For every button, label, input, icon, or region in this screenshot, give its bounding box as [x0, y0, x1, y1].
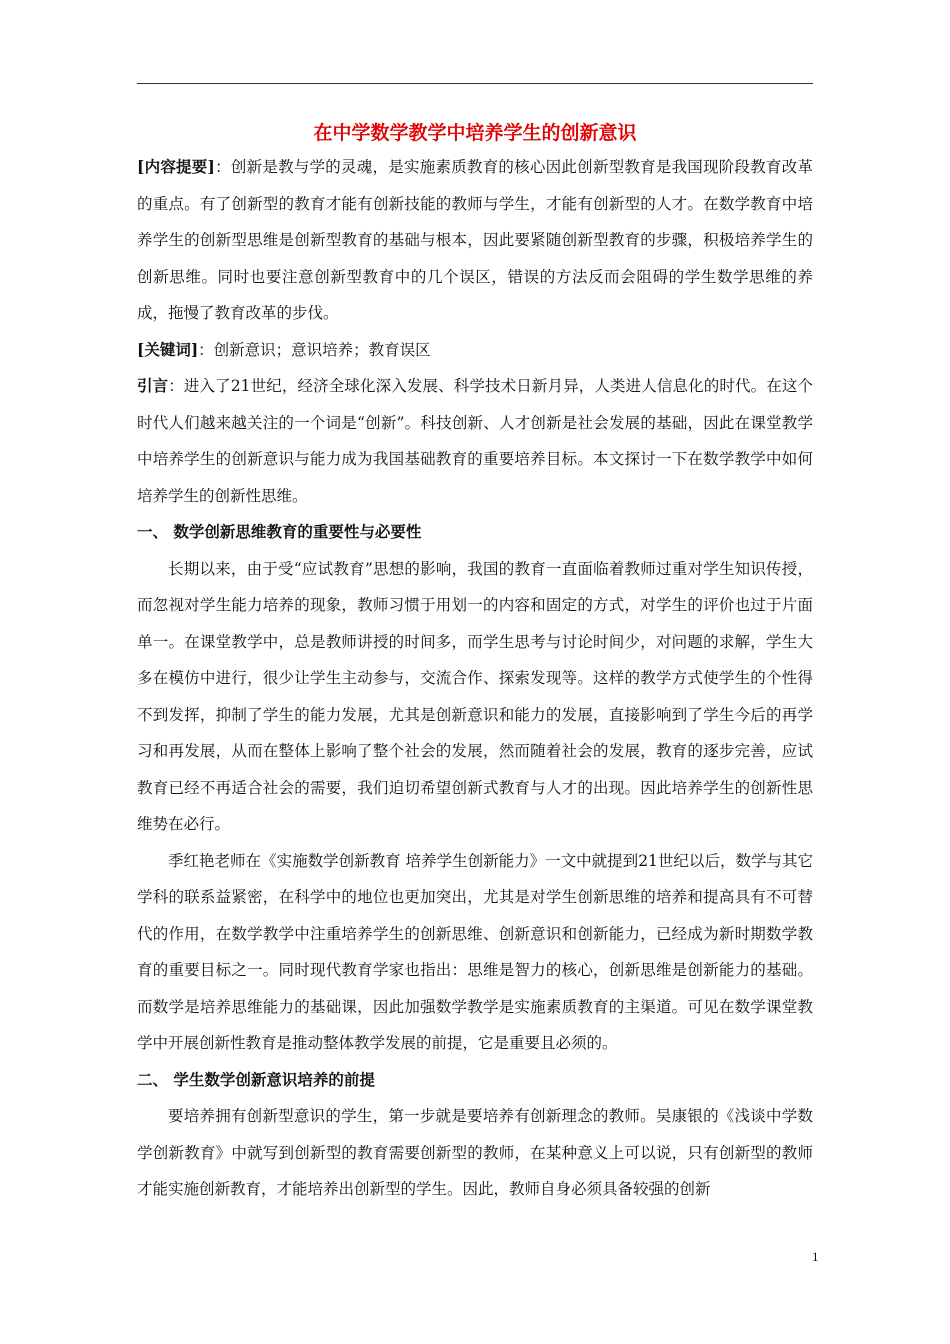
section-1-heading: 一、 数学创新思维教育的重要性与必要性: [137, 522, 422, 541]
page-number: 1: [812, 1249, 819, 1264]
section-1-paragraph-1: 长期以来，由于受“应试教育”思想的影响，我国的教育一直面临着教师过重对学生知识传授，而忽视对学生能力培养的现象，教师习惯于用划一的内容和固定的方式，对学生的评价也过于片面单一。在课堂教学中，总是教师讲授的时间多，而学生思考与讨论时间少，对问题的求解，学生大多在模仿中进行，很少让学生主动参与，交流合作、探索发现等。这样的教学方式使学生的个性得不到发挥，抑制了学生的能力发展，尤其是创新意识和能力的发展，直接影响到了学生今后的再学习和再发展，从而在整体上影响了整个社会的发展，然而随着社会的发展，教育的逐步完善，应试教育已经不再适合社会的需要，我们迫切希望创新式教育与人才的出现。因此培养学生的创新性思维势在必行。: [137, 559, 813, 833]
section-2-paragraph-1: 要培养拥有创新型意识的学生，第一步就是要培养有创新理念的教师。吴康银的《浅谈中学数学创新教育》中就写到创新型的教育需要创新型的教师，在某种意义上可以说，只有创新型的教师才能实施创新教育，才能培养出创新型的学生。因此，教师自身必须具备较强的创新: [137, 1107, 813, 1198]
document-body: [137, 149, 813, 1208]
abstract-paragraph: [137, 149, 813, 332]
header-rule: [137, 83, 813, 84]
section-1-paragraph-2: 季红艳老师在《实施数学创新教育 培养学生创新能力》一文中就提到21世纪以后，数学与其它学科的联系益紧密，在科学中的地位也更加突出，尤其是对学生创新思维的培养和提高具有不可替代的作用，在数学教学中注重培养学生的创新思维、创新意识和创新能力，已经成为新时期数学教育的重要目标之一。同时现代教育学家也指出：思维是智力的核心，创新思维是创新能力的基础。而数学是培养思维能力的基础课，因此加强数学教学是实施素质教育的主渠道。可见在数学课堂教学中开展创新性教育是推动整体教学发展的前提，它是重要且必须的。: [137, 851, 813, 1052]
keywords-paragraph: [137, 332, 813, 369]
intro-paragraph: [137, 368, 813, 514]
section-2-heading: 二、 学生数学创新意识培养的前提: [137, 1069, 375, 1089]
intro-text: ：进入了21世纪，经济全球化深入发展、科学技术日新月异，人类进人信息化的时代。在这个时代人们越来越关注的一个词是“创新”。科技创新、人才创新是社会发展的基础，因此在课堂教学中培养学生的创新意识与能力成为我国基础教育的重要培养目标。本文探讨一下在数学教学中如何培养学生的创新性思维。: [137, 377, 813, 505]
abstract-label: [内容提要]: [137, 157, 215, 176]
intro-label: 引言: [137, 376, 169, 395]
keywords-text: ：创新意识；意识培养；教育误区: [198, 340, 431, 359]
document-title: 在中学数学教学中培养学生的创新意识: [313, 122, 637, 144]
abstract-text: ：创新是教与学的灵魂，是实施素质教育的核心因此创新型教育是我国现阶段教育改革的重点。有了创新型的教育才能有创新技能的教师与学生，才能有创新型的人才。在数学教育中培养学生的创新型思维是创新型教育的基础与根本，因此要紧随创新型教育的步骤，积极培养学生的创新思维。同时也要注意创新型教育中的几个误区，错误的方法反而会阻碍的学生数学思维的养成，拖慢了教育改革的步伐。: [137, 158, 813, 322]
keywords-label: [关键词]: [137, 339, 199, 359]
